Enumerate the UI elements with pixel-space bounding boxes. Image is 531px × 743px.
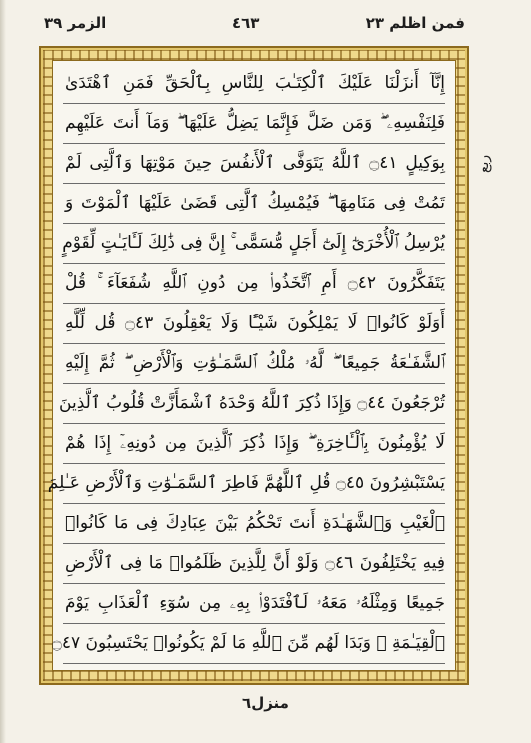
line-rule bbox=[63, 503, 445, 504]
juz-label: فمن اظلم ٢٣ bbox=[365, 14, 465, 32]
line-rule bbox=[63, 583, 445, 584]
verse-lines bbox=[47, 61, 455, 670]
text-panel bbox=[47, 60, 456, 671]
line-rule bbox=[63, 183, 445, 184]
surah-name: الزمر ٣٩ bbox=[44, 14, 107, 32]
verse-line: لَا يُؤْمِنُونَ بِٱلْـَٔاخِرَةِ ۖ وَإِذَا ذُكِرَ ٱلَّذِينَ مِن دُونِهِۦٓ إِذَا هُمْ bbox=[65, 433, 445, 453]
verse-line: يَتَفَكَّرُونَ ۝٤٢ أَمِ ٱتَّخَذُوا۟ مِن دُونِ ٱللَّهِ شُفَعَآءَ ۚ قُلْ bbox=[65, 273, 446, 293]
verse-line: يُرْسِلُ ٱلْأُخْرَىٰٓ إِلَىٰٓ أَجَلٍ مُّسَمًّى ۚ إِنَّ فِى ذَٰلِكَ لَـَٔايَـٰتٍ لِّقَوْمٍ bbox=[62, 233, 445, 253]
verse-line: فَلِنَفْسِهِۦ ۖ وَمَن ضَلَّ فَإِنَّمَا يَضِلُّ عَلَيْهَا ۖ وَمَآ أَنتَ عَلَيْهِم bbox=[65, 113, 445, 133]
line-rule bbox=[63, 343, 445, 344]
line-rule bbox=[63, 663, 445, 664]
line-rule bbox=[63, 543, 445, 544]
verse-line: ٱلْقِيَـٰمَةِ ۚ وَبَدَا لَهُم مِّنَ ٱللَّهِ مَا لَمْ يَكُونُوا۟ يَحْتَسِبُونَ ۝٤٧ bbox=[51, 633, 445, 653]
page-number: ٤٦٣ bbox=[232, 14, 260, 32]
verse-line: أَوَلَوْ كَانُوا۟ لَا يَمْلِكُونَ شَيْـًٔا وَلَا يَعْقِلُونَ ۝٤٣ قُل لِّلَّهِ bbox=[65, 313, 445, 333]
verse-line: ٱلشَّفَـٰعَةُ جَمِيعًا ۖ لَّهُۥ مُلْكُ ٱلسَّمَـٰوَٰتِ وَٱلْأَرْضِ ۖ ثُمَّ إِلَيْهِ bbox=[65, 353, 445, 373]
line-rule bbox=[63, 463, 445, 464]
line-rule bbox=[63, 263, 445, 264]
verse-line: إِنَّآ أَنزَلْنَا عَلَيْكَ ٱلْكِتَـٰبَ لِلنَّاسِ بِٱلْحَقِّ فَمَنِ ٱهْتَدَىٰ bbox=[65, 73, 445, 93]
page-edge bbox=[0, 0, 6, 743]
verse-line: ٱلْغَيْبِ وَٱلشَّهَـٰدَةِ أَنتَ تَحْكُمُ بَيْنَ عِبَادِكَ فِى مَا كَانُوا۟ bbox=[65, 513, 445, 533]
verse-line: جَمِيعًا وَمِثْلَهُۥ مَعَهُۥ لَٱفْتَدَوْا۟ بِهِۦ مِن سُوٓءِ ٱلْعَذَابِ يَوْمَ bbox=[65, 593, 445, 613]
verse-line: يَسْتَبْشِرُونَ ۝٤٥ قُلِ ٱللَّهُمَّ فَاطِرَ ٱلسَّمَـٰوَٰتِ وَٱلْأَرْضِ عَـٰلِمَ bbox=[47, 473, 445, 493]
line-rule bbox=[63, 143, 445, 144]
line-rule bbox=[63, 223, 445, 224]
verse-line: تُرْجَعُونَ ۝٤٤ وَإِذَا ذُكِرَ ٱللَّهُ وَحْدَهُ ٱشْمَأَزَّتْ قُلُوبُ ٱلَّذِينَ bbox=[59, 393, 445, 413]
line-rule bbox=[63, 623, 445, 624]
verse-line: فِيهِ يَخْتَلِفُونَ ۝٤٦ وَلَوْ أَنَّ لِلَّذِينَ ظَلَمُوا۟ مَا فِى ٱلْأَرْضِ bbox=[65, 553, 445, 573]
verse-line: تَمُتْ فِى مَنَامِهَا ۖ فَيُمْسِكُ ٱلَّتِى قَضَىٰ عَلَيْهَا ٱلْمَوْتَ وَ bbox=[65, 193, 445, 213]
line-rule bbox=[63, 423, 445, 424]
manzil-footer: منزل٦ bbox=[242, 694, 289, 712]
line-rule bbox=[63, 383, 445, 384]
rub-marker: ربع bbox=[476, 155, 492, 174]
line-rule bbox=[63, 103, 445, 104]
page-header bbox=[0, 6, 531, 46]
verse-line: بِوَكِيلٍ ۝٤١ ٱللَّهُ يَتَوَفَّى ٱلْأَنفُسَ حِينَ مَوْتِهَا وَٱلَّتِى لَمْ bbox=[65, 153, 446, 173]
line-rule bbox=[63, 303, 445, 304]
